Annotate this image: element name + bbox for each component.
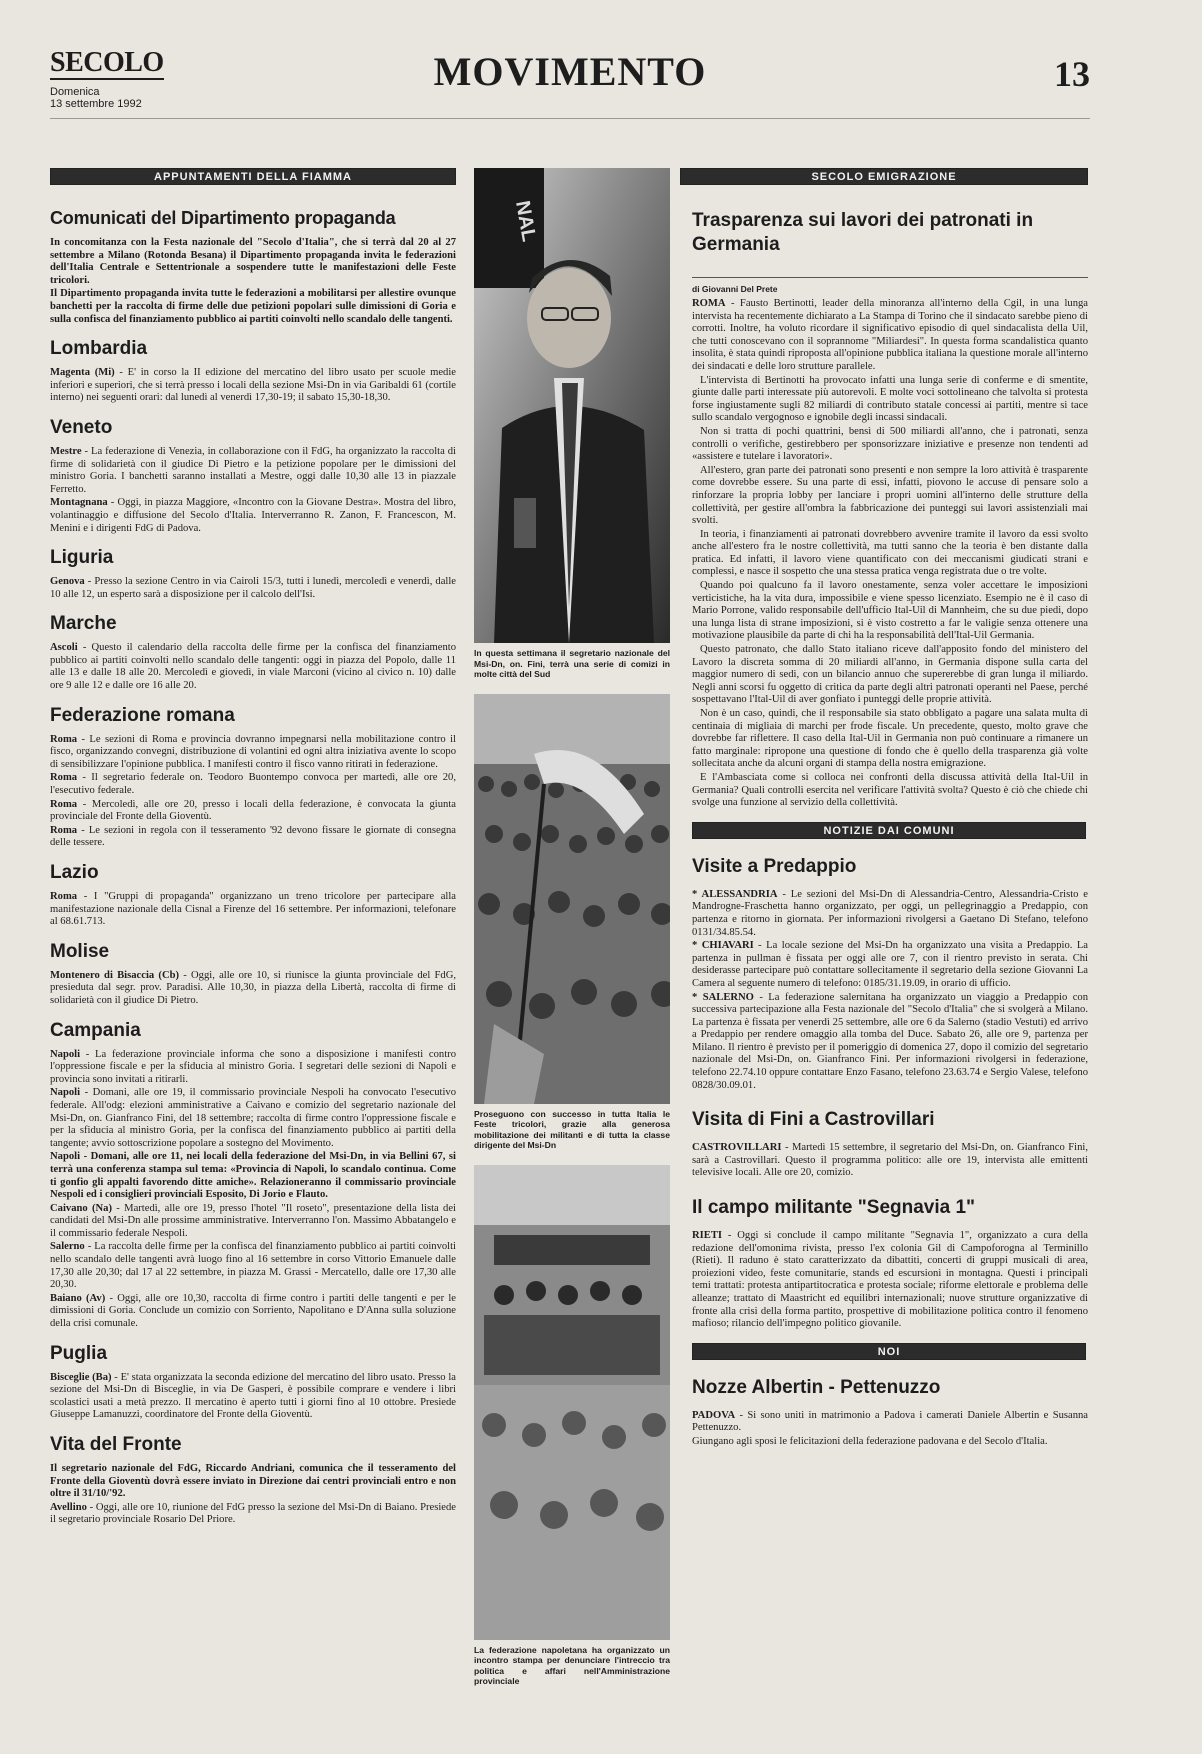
item-text: - Si sono uniti in matrimonio a Padova i camerati Daniele Albertin e Susanna Pettenuzzo.	[692, 1409, 1088, 1434]
news-item	[692, 940, 1088, 990]
item-lead: Ascoli	[50, 642, 78, 654]
article-paragraph	[692, 375, 1088, 425]
portrait-photo	[474, 168, 670, 643]
region-item	[50, 1293, 456, 1331]
item-text: Giungano agli sposi le felicitazioni della federazione padovana e del Secolo d'Italia.	[692, 1435, 1048, 1447]
region-item	[50, 825, 456, 850]
item-text: - I "Gruppi di propaganda" organizzano un treno tricolore per partecipare alla manifestazione nazionale della Cisnal a Firenze del 16 settembre. Per informazioni, telefonare al 68.61.713.	[50, 891, 456, 928]
article-paragraph	[692, 426, 1088, 464]
item-lead: Mestre	[50, 445, 82, 457]
region-heading: Puglia	[50, 1342, 108, 1364]
item-text: - La federazione di Venezia, in collaborazione con il FdG, ha organizzato la raccolta di firme di solidarietà con il giudice Di Pietro e la petizione popolare per le dimissioni del ministro Goria. I banchetti saranno installati a Mestre, oggi dalle 10,30 alle 13 in piazzale Ferretto.	[50, 445, 456, 495]
item-text: L'intervista di Bertinotti ha provocato infatti una lunga serie di conferme e di smentite, giunte dalle parti interessate più autorevoli. E molte voci sottolineano che talvolta si protesta forse ingiustamente sugli 82 miliardi di contributo statale concessi ai partiti, mentre si tace sullo scandalo vergognoso e ignobile degli incassi sindacali.	[692, 374, 1088, 424]
item-text: - Le sezioni in regola con il tesseramento '92 devono fissare le giornate di consegna delle tessere.	[50, 824, 456, 849]
article-paragraph	[692, 772, 1088, 810]
region-item	[50, 734, 456, 772]
region-item	[50, 367, 456, 405]
item-lead: Napoli	[50, 1087, 81, 1099]
item-text: - Le sezioni del Msi-Dn di Alessandria-Centro, Alessandria-Cristo e Mandrogne-Fraschetta hanno organizzato, per oggi, un pellegrinaggio a Predappio, con partenza e ritorno in giornata. Per informazioni rivolgersi a Gaetano Di Stefano, telefono 0131/34.85.54.	[692, 888, 1088, 938]
region-item	[50, 891, 456, 929]
item-text: - Questo il calendario della raccolta delle firme per la confisca del finanziamento pubblico ai partiti coinvolti nello scandalo delle tangenti: oggi in piazza del Popolo, dalle 11 alle 13 e dalle 18 alle 20. Mercoledì e giovedì, in viale Marconi (vicino al civico n. 10) dalle ore 9 alle 12 e dalle ore 16 alle 20.	[50, 642, 456, 692]
item-lead: Caivano (Na)	[50, 1202, 112, 1214]
item-text: - La federazione provinciale informa che sono a disposizione i manifesti contro l'oppressione fiscale e per la sfiducia al ministro Goria. I segretari delle sezioni di Napoli e provincia sono invitati a ritirarli.	[50, 1048, 456, 1085]
item-text: - La federazione salernitana ha organizzato un viaggio a Predappio con successiva partecipazione alla Festa nazionale del "Secolo d'Italia" che si svolgerà a Milano. La partenza è fissata per venerdì 25 settembre, alle ore 6 da Salerno (stadio Vestuti) ed arrivo a Predappio per rendere omaggio alla tomba del Duce. Sabato 26, alle ore 9, partenza per Milano. Il rientro è previsto per il pomeriggio di domenica 27, dopo il comizio del segretario nazionale del Msi-Dn, on. Gianfranco Fini. Per informazioni rivolgersi in federazione, telefono 22.74.10 oppure contattare Enzo Fasano, telefono 23.63.74 e Sergio Valese, telefono 0828/30.09.01.	[692, 991, 1088, 1091]
masthead	[50, 44, 1090, 114]
item-text: - La raccolta delle firme per la confisca del finanziamento pubblico ai partiti coinvolti nello scandalo delle tangenti avrà luogo fino al 16 settembre in corso Vittorio Emanuele dalle 17,30 alle 20,30; dal 17 al 22 settembre, in piazza M. Grassi - Mercatello, dalle ore 17,30 alle 20,30.	[50, 1241, 456, 1291]
article-paragraph	[692, 644, 1088, 707]
notizie-list	[680, 855, 1088, 1331]
item-lead: Roma	[50, 798, 78, 810]
item-text: - Presso la sezione Centro in via Cairoli 15/3, tutti i lunedì, mercoledì e venerdì, dalle 10 alle 12, un esperto sarà a disposizione per il calcolo dell'Isi.	[50, 576, 456, 600]
photo-fini	[474, 168, 670, 643]
newspaper-brand: SECOLO	[50, 47, 164, 78]
news-headline: Visite a Predappio	[692, 855, 857, 877]
region-item	[50, 1372, 456, 1422]
region-heading: Campania	[50, 1019, 141, 1041]
item-text: - Oggi, alle ore 10, riunione del FdG presso la sezione del Msi-Dn di Baiano. Presiede il segretario provinciale Rosario Del Priore.	[50, 1501, 456, 1526]
region-item	[50, 1203, 456, 1241]
news-headline: Visita di Fini a Castrovillari	[692, 1109, 935, 1131]
article-paragraph	[692, 529, 1088, 579]
item-lead: Roma	[50, 772, 78, 784]
item-lead: Montenero di Bisaccia (Cb)	[50, 969, 180, 981]
item-lead: Roma	[50, 891, 78, 902]
noi-bar: NOI	[692, 1343, 1086, 1360]
regions-list	[50, 338, 456, 1527]
item-text: Quando poi qualcuno fa il lavoro onestamente, senza voler accettare le imposizioni verticistiche, ha la vita dura, impossibile e viene spesso licenziato. Esempio ne è il caso di Mario Porrone, valido responsabile dell'ufficio Ital-Uil di Mannheim, che su due piedi, dopo una lunga lista di strane imposizioni, si è visto costretto a far le valigie senza ottenere una motivazione plausibile da parte di chi ha la responsabilità dell'Ital-Uil Germania.	[692, 580, 1088, 642]
region-heading: Veneto	[50, 416, 113, 438]
svg-text:NAL: NAL	[511, 199, 540, 244]
region-item	[50, 642, 456, 692]
article-paragraph	[692, 465, 1088, 528]
region-item	[50, 1049, 456, 1087]
notizie-bar: NOTIZIE DAI COMUNI	[692, 822, 1086, 839]
item-text: Il segretario nazionale del FdG, Riccardo Andriani, comunica che il tesseramento del Fronte della Gioventù dovrà essere inviato in Direzione dai centri provinciali entro e non oltre il 31/10/'92.	[50, 1463, 456, 1500]
region-heading: Marche	[50, 613, 117, 635]
item-text: - Martedì, alle ore 19, presso l'hotel "Il roseto", presentazione della lista dei candidati del Msi-Dn alle prossime amministrative. Interverranno l'on. Massimo Abbatangelo e il commissario federale Nespoli.	[50, 1202, 456, 1239]
region-item	[50, 446, 456, 496]
left-headline: Comunicati del Dipartimento propaganda	[50, 208, 396, 228]
intro-paragraph: In concomitanza con la Festa nazionale del "Secolo d'Italia", che si terrà dal 20 al 27 settembre a Milano (Rotonda Besana) il Dipartimento propaganda invita le federazioni dell'Italia Centrale e Settentrionale a sospendere tutte le manifestazioni delle Feste tricolori.	[50, 237, 456, 286]
masthead-rule	[50, 118, 1090, 119]
region-heading: Liguria	[50, 547, 114, 569]
photo-caption-1: In questa settimana il segretario nazionale del Msi-Dn, on. Fini, terrà una serie di comizi in molte città del Sud	[474, 648, 670, 679]
item-lead: PADOVA	[692, 1409, 736, 1421]
region-item	[50, 1502, 456, 1527]
photo-crowd	[474, 694, 670, 1104]
noi-paragraph	[692, 1436, 1088, 1449]
item-text: - Le sezioni di Roma e provincia dovranno impegnarsi nella mobilitazione contro il fisco, organizzando convegni, distribuzione di volantini ed ogni altra iniziativa avente lo scopo di sensibilizzare l'opinione pubblica. I manifesti contro il fisco vanno ritirati in federazione.	[50, 733, 456, 770]
news-item	[692, 889, 1088, 939]
region-item	[50, 497, 456, 535]
photo-caption-2: Proseguono con successo in tutta Italia le Feste tricolori, grazie alla generosa mobilitazione dei militanti e di tutta la classe dirigente del Msi-Dn	[474, 1108, 670, 1150]
item-text: - Il segretario federale on. Teodoro Buontempo convoca per martedì, alle ore 20, l'esecutivo federale.	[50, 772, 456, 797]
date: 13 settembre 1992	[50, 98, 142, 110]
region-heading: Vita del Fronte	[50, 1434, 182, 1455]
region-item	[50, 1241, 456, 1291]
article-paragraph	[692, 708, 1088, 771]
region-heading: Lombardia	[50, 338, 148, 360]
item-text: - Oggi si conclude il campo militante "Segnavia 1", organizzato a cura della redazione dell'omonima rivista, presso l'ex colonia Gil di Campoforogna al Terminillo (Rieti). Il raduno è stato caratterizzato da dibattiti, concerti di gruppi musicali di area, proiezioni video, feste comunitarie, stands ed escursioni in montagna. Questi i principali temi trattati: protesta antipartitocratica e protesta sociale; riforme elettorale e problema delle alleanze; trattato di Maastricht ed equilibri internazionali; nuove strutture organizzative di fronte alla crisi della forma partito, prospettive di mobilitazione politica contro il fenomeno mafioso; rilancio dell'impegno politico giovanile.	[692, 1230, 1088, 1330]
region-heading: Lazio	[50, 862, 99, 883]
emigrazione-article	[680, 298, 1088, 810]
crowd-photo	[474, 694, 670, 1104]
news-item	[692, 1142, 1088, 1180]
item-text: Non si tratta di pochi quattrini, bensì di 500 miliardi all'anno, che i patronati, senza controlli o verifiche, gestirebbero per sponsorizzare iniziative e presenze non tendenti ad «assistere e tutelare i lavoratori».	[692, 425, 1088, 463]
region-item	[50, 1463, 456, 1501]
article-paragraph	[692, 580, 1088, 643]
left-column	[50, 168, 456, 1728]
article-paragraph	[692, 298, 1088, 374]
region-item	[50, 1087, 456, 1150]
item-lead: Bisceglie (Ba)	[50, 1371, 112, 1383]
photo-caption-3: La federazione napoletana ha organizzato un incontro stampa per denunciare l'intreccio tra politica e affari nell'Amministrazione provinciale	[474, 1644, 670, 1686]
item-text: - Domani, alle ore 19, il commissario provinciale Nespoli ha convocato l'esecutivo federale. All'odg: elezioni amministrative a Caivano e comizio del segretario nazionale del Msi-Dn, on. Gianfranco Fini, del 18 settembre; raccolta di firme contro l'oppressione fiscale e per la sfiducia al ministro Goria, per la confisca del finanziamento pubblico ai partiti della tangente; avvio sottoscrizione popolare a sostegno del Movimento.	[50, 1087, 456, 1149]
item-lead: Genova	[50, 576, 85, 588]
item-lead: * SALERNO	[692, 991, 754, 1003]
item-text: - Oggi, alle ore 10, si riunisce la giunta provinciale del FdG, presieduta dal segr. prov. Paradisi. Alle 10,30, in piazza della Libertà, raccolta di firme di solidarietà con il giudice Di Pietro.	[50, 969, 456, 1006]
item-text: - Fausto Bertinotti, leader della minoranza all'interno della Cgil, in una lunga intervista ha recentemente dichiarato a La Stampa di Torino che il sindacato sarebbe pieno di corrotti. Inoltre, ha voluto ricordare il significativo episodio di quel sindacalista della Uil, che tutti conoscevano con il soprannome "Miliardesi". In questa forma scandalistica quanto insolita, è stata quindi riproposta all'opinione pubblica italiana la questione morale all'interno dei sindacati e delle loro strutture parallele.	[692, 298, 1088, 372]
item-lead: CASTROVILLARI	[692, 1142, 782, 1154]
emigrazione-bar: SECOLO EMIGRAZIONE	[680, 168, 1088, 185]
intro-paragraph: Il Dipartimento propaganda invita tutte le federazioni a mobilitarsi per allestire ovunque banchetti per la raccolta di firme delle due petizioni popolari sulle dimissioni di Goria e sulla confisca del finanziamento pubblico ai partiti coinvolti nello scandalo delle tangenti.	[50, 288, 456, 325]
region-item	[50, 772, 456, 797]
item-text: Questo patronato, che dallo Stato italiano riceve dall'apposito fondo del ministero del Lavoro la discreta somma di 20 miliardi all'anno, in Germania dispone sulla carta del maggior numero di sedi, con un bilancio annuo che supererebbe di gran lunga il miliardo. Negli anni scorsi fu oggetto di critica da parte degli altri patronati operanti nel Paese, perché sospettavano l'Ital-Uil di aver gonfiato i punteggi delle proprie attività.	[692, 644, 1088, 706]
right-column	[680, 168, 1088, 1728]
noi-headline: Nozze Albertin - Pettenuzzo	[692, 1376, 941, 1398]
item-text: - Oggi, alle ore 10,30, raccolta di firme contro i partiti delle tangenti e per le dimissioni di Goria. Conclude un comizio con Sorriento, Napolitano e D'Anna sulla soluzione della crisi comunale.	[50, 1292, 456, 1330]
region-heading: Federazione romana	[50, 704, 235, 726]
item-lead: RIETI	[692, 1230, 723, 1242]
item-lead: Roma	[50, 824, 78, 836]
item-text: Non è un caso, quindi, che il responsabile sia stato obbligato a pagare una salata multa di centinaia di migliaia di marchi per frode fiscale. Un precedente, questo, molto grave che dovrebbe far riflettere. Il caso della Ital-Uil in Germania non può continuare a rimanere un fatto marginale: ripropone una questione di fondo che è quello della trasparenza già volte sollecitata anche da alcuni organi di stampa della nostra emigrazione.	[692, 708, 1088, 770]
noi-paragraph	[692, 1410, 1088, 1435]
item-lead: * CHIAVARI	[692, 940, 754, 952]
region-item	[50, 1151, 456, 1201]
item-lead: Montagnana	[50, 497, 108, 509]
item-text: - Martedì 15 settembre, il segretario del Msi-Dn, on. Gianfranco Fini, sarà a Castrovillari. Questo il programma politico: alle ore 19, intervista alle emittenti televisive locali. Alle ore 20, comizio.	[692, 1142, 1088, 1179]
middle-column	[474, 168, 670, 1728]
news-headline: Il campo militante "Segnavia 1"	[692, 1197, 976, 1219]
byline-rule	[692, 277, 1088, 278]
press-conference-photo	[474, 1165, 670, 1640]
region-item	[50, 576, 456, 601]
day: Domenica	[50, 86, 100, 98]
news-item	[692, 1230, 1088, 1331]
item-lead: Roma	[50, 733, 78, 745]
item-text: All'estero, gran parte dei patronati sono presenti e non sempre la loro attività è trasparente come dovrebbe essere. Su una parte di essi, infatti, piovono le accuse di pensare solo a rinforzare la propria lobby per lanciare i propri uomini all'interno delle strutture della collettività, per gestire all'ombra la fabbricazione dei punteggi sui lavori assistenziali mai svolti.	[692, 464, 1088, 527]
appuntamenti-bar: APPUNTAMENTI DELLA FIAMMA	[50, 168, 456, 185]
item-text: - E' stata organizzata la seconda edizione del mercatino del libro usato. Presso la sezione del Msi-Dn di Bisceglie, in via De Gasperi, è possibile comprare e vendere i libri scolastici usati a metà prezzo. Il mercatino è aperto tutti i giorni fino al 10 ottobre. Presiede Giuseppe Lamanuzzi, coordinatore del Fronte della Gioventù.	[50, 1371, 456, 1421]
item-text: - Mercoledì, alle ore 20, presso i locali della federazione, è convocata la giunta provinciale del Fronte della Gioventù.	[50, 798, 456, 823]
item-text: - La locale sezione del Msi-Dn ha organizzato una visita a Predappio. La partenza in pullman è fissata per oggi alle ore 7, con il rientro previsto in serata. Chi desiderasse partecipare può contattare sollecitamente il segretario della sezione Giovanni La Camera al seguente numero di telefono: 0185/31.19.09, in orario di ufficio.	[692, 940, 1089, 989]
section-title: MOVIMENTO	[433, 49, 707, 94]
item-text: - E' in corso la II edizione del mercatino del libro usato per scuole medie inferiori e superiori, che si terrà presso i locali della sezione Msi-Dn in via Garibaldi 61 (cortile interno) nei seguenti orari: dal lunedì al venerdì 17,30-19; il sabato 15,30-18,30.	[50, 367, 456, 404]
item-lead: ROMA	[692, 298, 726, 309]
item-text: - Domani, alle ore 11, nei locali della federazione del Msi-Dn, in via Bellini 67, si terrà una conferenza stampa sul tema: «Provincia di Napoli, lo scandalo continua. Come ti gonfio gli appalti favorendo ditte amiche». Relazioneranno il commissario provinciale Nespoli ed i consiglieri provinciali Esposito, Di Jorio e Flauto.	[50, 1151, 456, 1201]
item-lead: Baiano (Av)	[50, 1292, 106, 1304]
item-text: - Oggi, in piazza Maggiore, «Incontro con la Giovane Destra». Mostra del libro, volantinaggio e diffusione del Secolo d'Italia. Interverranno R. Zanon, F. Francescon, M. Menini e i dirigenti FdG di Padova.	[50, 497, 456, 534]
byline: di Giovanni Del Prete	[692, 284, 778, 294]
page-number: 13	[1054, 54, 1090, 94]
item-lead: * ALESSANDRIA	[692, 888, 778, 900]
item-lead: Magenta (Mi)	[50, 367, 115, 379]
item-lead: Napoli	[50, 1048, 81, 1060]
item-lead: Salerno	[50, 1241, 85, 1253]
item-lead: Napoli	[50, 1151, 81, 1163]
noi-article	[680, 1410, 1088, 1449]
right-headline: Trasparenza sui lavori dei patronati in Germania	[692, 210, 1034, 255]
photo-press	[474, 1165, 670, 1640]
region-heading: Molise	[50, 940, 110, 962]
region-item	[50, 799, 456, 824]
item-text: In teoria, i finanziamenti ai patronati dovrebbero avvenire tramite il lavoro da essi svolto anche all'estero fra le nostre collettività, ma tutti sanno che la teoria è ben distante dalla pratica. Ed infatti, il lavoro viene quantificato con dei meccanismi giudicati strani e complessi, e nasce il sospetto che una stessa pratica venga registrata due o tre volte.	[692, 528, 1088, 578]
region-item	[50, 970, 456, 1008]
item-text: E l'Ambasciata come si colloca nei confronti della discussa attività della Ital-Uil in Germania? Quali controlli esercita nel verificare l'attività svolta? Questo è ciò che chiede chi svolge una funzione al servizio della collettività.	[692, 771, 1088, 809]
news-item	[692, 992, 1088, 1093]
item-lead: Avellino	[50, 1501, 87, 1513]
